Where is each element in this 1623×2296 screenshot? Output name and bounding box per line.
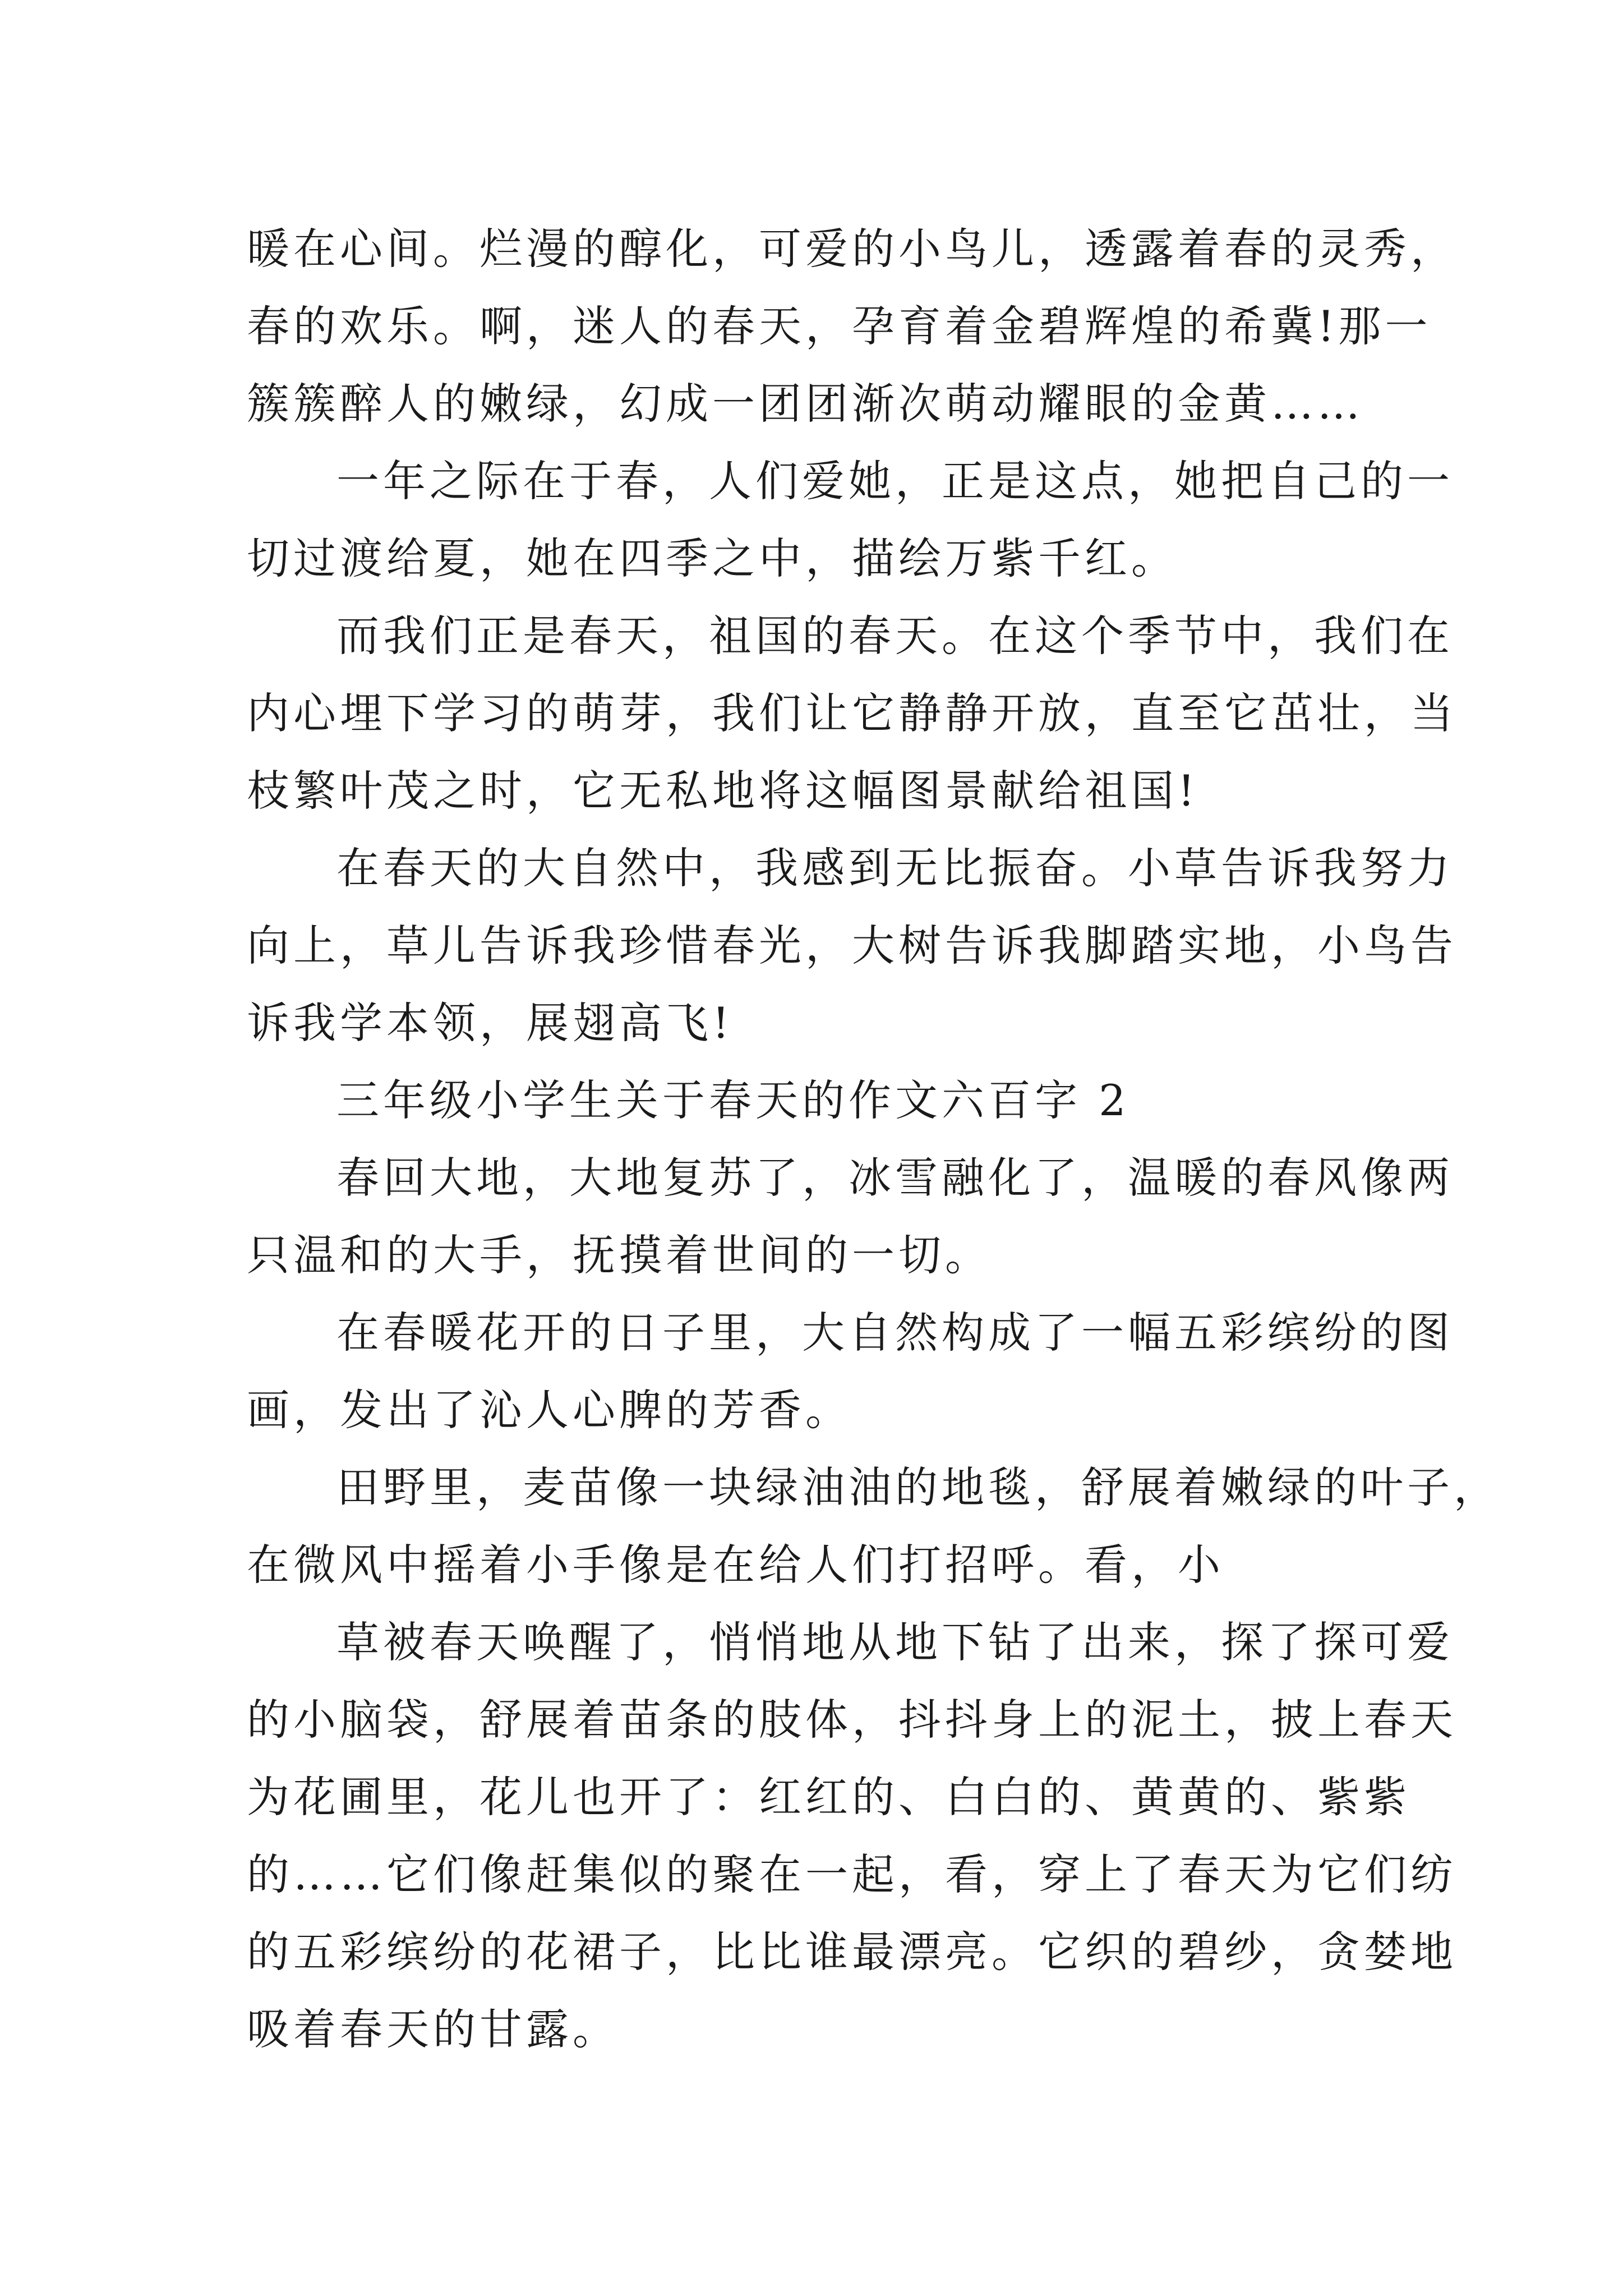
document-body [247,210,1500,2068]
text-line: 在微风中摇着小手像是在给人们打招呼。看，小 [247,1540,1224,1590]
text-line: 为花圃里，花儿也开了：红红的、白白的、黄黄的、紫紫 [247,1772,1410,1822]
text-line: 吸着春天的甘露。 [247,2004,619,2054]
paragraph-start-line: 田野里，麦苗像一块绿油油的地毯，舒展着嫩绿的叶子， [336,1462,1500,1512]
text-line: 的五彩缤纷的花裙子，比比谁最漂亮。它织的碧纱，贪婪地 [247,1927,1457,1977]
paragraph-start-line: 春回大地，大地复苏了，冰雪融化了，温暖的春风像两 [336,1153,1454,1203]
text-line: 的……它们像赶集似的聚在一起，看，穿上了春天为它们纺 [247,1849,1457,1899]
text-line: 内心埋下学习的萌芽，我们让它静静开放，直至它茁壮，当 [247,688,1457,738]
text-line: 枝繁叶茂之时，它无私地将这幅图景献给祖国! [247,766,1199,816]
text-line: 的小脑袋，舒展着苗条的肢体，抖抖身上的泥土，披上春天 [247,1695,1457,1745]
paragraph-start-line: 而我们正是春天，祖国的春天。在这个季节中，我们在 [336,611,1454,661]
text-line: 切过渡给夏，她在四季之中，描绘万紫千红。 [247,533,1178,583]
text-line: 春的欢乐。啊，迷人的春天，孕育着金碧辉煌的希冀!那一 [247,301,1432,351]
text-line: 暖在心间。烂漫的醇化，可爱的小鸟儿，透露着春的灵秀， [247,224,1457,274]
section-heading: 三年级小学生关于春天的作文六百字 2 [336,1075,1130,1125]
paragraph-start-line: 在春暖花开的日子里，大自然构成了一幅五彩缤纷的图 [336,1308,1454,1358]
paragraph-start-line: 在春天的大自然中，我感到无比振奋。小草告诉我努力 [336,843,1454,893]
text-line: 向上，草儿告诉我珍惜春光，大树告诉我脚踏实地，小鸟告 [247,921,1457,970]
text-line: 诉我学本领，展翅高飞! [247,998,734,1048]
paragraph-start-line: 草被春天唤醒了，悄悄地从地下钻了出来，探了探可爱 [336,1617,1454,1667]
paragraph-start-line: 一年之际在于春，人们爱她，正是这点，她把自己的一 [336,456,1454,506]
text-line: 簇簇醉人的嫩绿，幻成一团团渐次萌动耀眼的金黄…… [247,379,1364,429]
text-line: 只温和的大手，抚摸着世间的一切。 [247,1230,992,1280]
text-line: 画，发出了沁人心脾的芳香。 [247,1385,852,1435]
